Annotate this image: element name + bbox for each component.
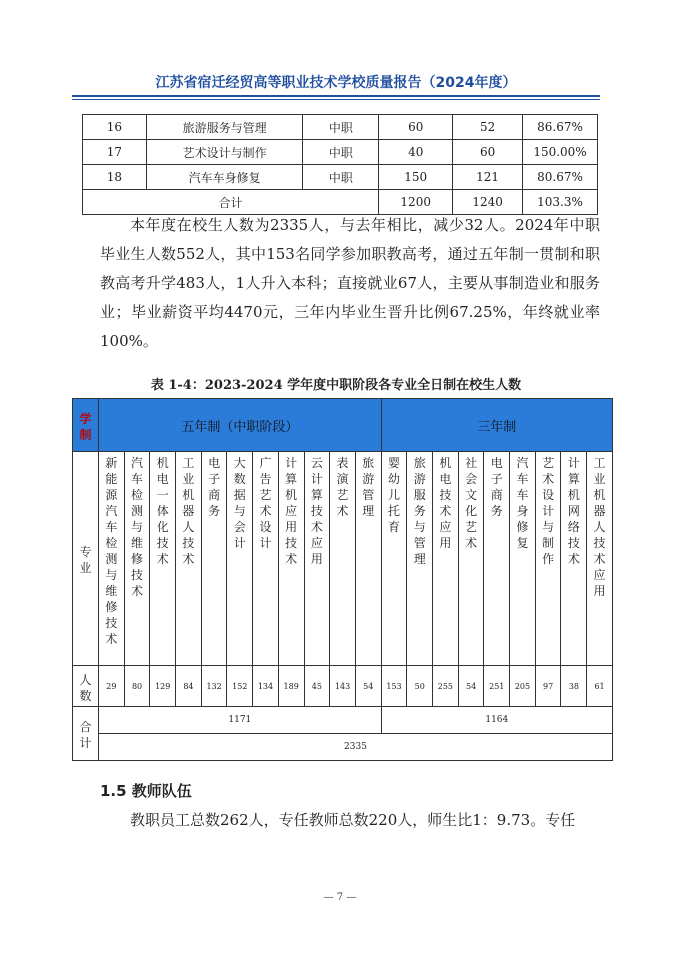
major-name: 新能源汽车检测与维修技术 <box>99 452 125 666</box>
table-cell: 121 <box>453 165 523 190</box>
major-count: 84 <box>176 666 202 707</box>
major-name: 广告艺术设计 <box>253 452 279 666</box>
header-rule-thin <box>72 99 600 100</box>
major-count: 129 <box>150 666 176 707</box>
major-name: 大数据与会计 <box>227 452 253 666</box>
page-number: — 7 — <box>323 892 357 903</box>
major-name: 云计算技术应用 <box>304 452 330 666</box>
section-title: 1.5 教师队伍 <box>100 782 192 800</box>
table-cell: 18 <box>83 165 147 190</box>
table-cell: 旅游服务与管理 <box>146 115 303 140</box>
major-count: 143 <box>330 666 356 707</box>
students-by-major-table <box>72 398 613 761</box>
table-cell: 86.67% <box>523 115 598 140</box>
label-count: 人数 <box>73 666 99 707</box>
major-count: 54 <box>355 666 381 707</box>
major-name: 电子商务 <box>201 452 227 666</box>
major-name: 社会文化艺术 <box>458 452 484 666</box>
header-rule <box>72 95 600 97</box>
major-count: 152 <box>227 666 253 707</box>
major-name: 旅游管理 <box>355 452 381 666</box>
header-system: 学制 <box>73 399 99 452</box>
subtotal-three-year: 1164 <box>381 707 612 734</box>
table-row <box>83 165 598 190</box>
table-cell: 150 <box>379 165 453 190</box>
table-cell: 汽车车身修复 <box>146 165 303 190</box>
group-five-year: 五年制（中职阶段） <box>99 399 382 452</box>
major-count: 205 <box>510 666 536 707</box>
major-name: 婴幼儿托育 <box>381 452 407 666</box>
report-header: 江苏省宿迁经贸高等职业技术学校质量报告（2024年度） <box>155 75 517 91</box>
table-cell: 52 <box>453 115 523 140</box>
table-row <box>83 140 598 165</box>
paragraph-students: 本年度在校生人数为2335人，与去年相比，减少32人。2024年中职毕业生人数552人，其中153名同学参加职教高考，通过五年制一贯制和职教高考升学483人，1人升入本科；直接就业67人，主要从事制造业和服务业；毕业薪资平均4470元，三年内毕业生晋升比例67.25%，年终就业率100%。 <box>100 216 600 350</box>
major-count: 61 <box>587 666 613 707</box>
table-cell: 80.67% <box>523 165 598 190</box>
major-count: 134 <box>253 666 279 707</box>
major-count: 80 <box>124 666 150 707</box>
table-cell: 16 <box>83 115 147 140</box>
label-major: 专业 <box>73 452 99 666</box>
major-count: 29 <box>99 666 125 707</box>
major-count: 251 <box>484 666 510 707</box>
major-name: 旅游服务与管理 <box>407 452 433 666</box>
major-name: 工业机器人技术应用 <box>587 452 613 666</box>
major-count: 97 <box>535 666 561 707</box>
major-name: 电子商务 <box>484 452 510 666</box>
major-name: 汽车车身修复 <box>510 452 536 666</box>
table-cell: 60 <box>453 140 523 165</box>
table-cell: 中职 <box>303 165 379 190</box>
major-name: 机电一体化技术 <box>150 452 176 666</box>
major-name: 工业机器人技术 <box>176 452 202 666</box>
major-count: 54 <box>458 666 484 707</box>
table-cell: 1200 <box>379 190 453 215</box>
grand-total: 2335 <box>99 734 613 761</box>
group-three-year: 三年制 <box>381 399 612 452</box>
label-total: 合计 <box>73 707 99 761</box>
table-cell: 中职 <box>303 115 379 140</box>
table-cell: 103.3% <box>523 190 598 215</box>
table-cell: 150.00% <box>523 140 598 165</box>
paragraph-teachers: 教职员工总数262人，专任教师总数220人，师生比1：9.73。专任 <box>130 811 576 829</box>
table-cell: 40 <box>379 140 453 165</box>
major-count: 255 <box>433 666 459 707</box>
table-cell: 合计 <box>83 190 379 215</box>
enrollment-table <box>82 114 598 215</box>
table-cell: 艺术设计与制作 <box>146 140 303 165</box>
table-cell: 1240 <box>453 190 523 215</box>
table-row <box>83 115 598 140</box>
table-cell: 60 <box>379 115 453 140</box>
major-name: 机电技术应用 <box>433 452 459 666</box>
major-count: 38 <box>561 666 587 707</box>
table-cell: 中职 <box>303 140 379 165</box>
major-name: 艺术设计与制作 <box>535 452 561 666</box>
subtotal-five-year: 1171 <box>99 707 382 734</box>
major-count: 153 <box>381 666 407 707</box>
major-count: 50 <box>407 666 433 707</box>
major-count: 189 <box>278 666 304 707</box>
major-count: 132 <box>201 666 227 707</box>
table-cell: 17 <box>83 140 147 165</box>
major-count: 45 <box>304 666 330 707</box>
major-name: 计算机应用技术 <box>278 452 304 666</box>
major-name: 计算机网络技术 <box>561 452 587 666</box>
major-name: 表演艺术 <box>330 452 356 666</box>
major-name: 汽车检测与维修技术 <box>124 452 150 666</box>
table-caption: 表 1-4：2023-2024 学年度中职阶段各专业全日制在校生人数 <box>150 378 522 393</box>
